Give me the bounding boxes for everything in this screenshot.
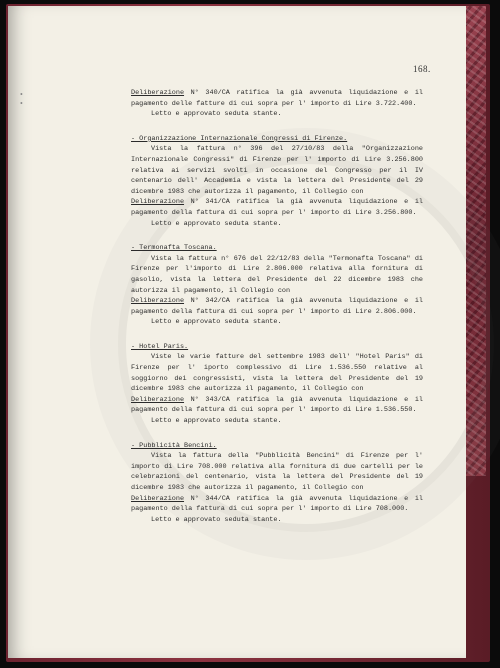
deliberation-label: Deliberazione [131,395,185,404]
deliberation-341: Deliberazione N° 341/CA ratifica la già avvenuta liquidazione e il pagamento della fattura di cui sopra per l' importo di Lire 3.256.800. [131,198,423,217]
gutter-dots: • • [20,90,27,108]
approved-line: Letto e approvato seduta stante. [151,110,282,119]
page-number: 168. [413,64,431,74]
document-body [131,88,423,525]
section-title-oic: - Organizzazione Internazionale Congressi di Firenze. [131,134,348,143]
section-title-termonafta: - Termonafta Toscana. [131,244,217,253]
approved-line: Letto e approvato seduta stante. [151,219,282,228]
section-title-hotel-paris: - Hotel Paris. [131,342,189,351]
deliberation-340: Deliberazione N° 340/CA ratifica la già avvenuta liquidazione e il pagamento delle fatture di cui sopra per l' importo di Lire 3.722.400. [131,89,423,108]
deliberation-343: Deliberazione N° 343/CA ratifica la già avvenuta liquidazione e il pagamento della fattura di cui sopra per l' importo di Lire 1.536.550. [131,395,423,415]
deliberation-342: Deliberazione N° 342/CA ratifica la già avvenuta liquidazione e il pagamento della fattura di cui sopra per l' importo di Lire 2.806.000. [131,297,423,316]
section-text-oic: Vista la fattura n° 396 del 27/10/83 della "Organizzazione Internazionale Congressi" di Firenze per l' importo di Lire 3.256.800 relativa ai servizi svolti in occasione del Congresso per il IV centenario dell' Accademia e vista la lettera del Presidente del 29 dicembre 1983 che autorizza il pagamento, il Collegio con [131,145,423,196]
deliberation-344: Deliberazione N° 344/CA ratifica la già avvenuta liquidazione e il pagamento della fattura di cui sopra per l' importo di Lire 708.000. [131,494,423,514]
deliberation-label: Deliberazione [131,89,185,97]
approved-line: Letto e approvato seduta stante. [151,318,282,327]
approved-line: Letto e approvato seduta stante. [151,417,282,426]
approved-line: Letto e approvato seduta stante. [151,515,282,524]
deliberation-label: Deliberazione [131,297,185,306]
section-text-hotel-paris: Viste le varie fatture del settembre 1983 dell' "Hotel Paris" di Firenze per l' iporto complessivo di Lire 1.536.550 relative al soggiorno dei congressisti, vista la lettera del Presidente del 19 dicembre 1983 che autorizza il pagamento, il Collegio con [131,353,423,394]
section-text-termonafta: Vista la fattura n° 676 del 22/12/83 della "Termonafta Toscana" di Firenze per l'importo di Lire 2.806.000 relativa alla fornitura di gasolio, vista la lettera del Presidente del 22 dicembre 1983 che autorizza il pagamento, il Collegio con [131,254,423,295]
deliberation-label: Deliberazione [131,494,185,503]
section-text-bencini: Vista la fattura della "Pubblicità Bencini" di Firenze per l' importo di Lire 708.000 relativa alla fornitura di due cartelli per le celebrazioni del centenario, vista la lettera del Presidente del 19 dicembre 1983 che autorizza il pagamento, il Collegio con [131,452,423,492]
section-title-bencini: - Pubblicità Bencini. [131,441,217,450]
deliberation-label: Deliberazione [131,198,185,207]
